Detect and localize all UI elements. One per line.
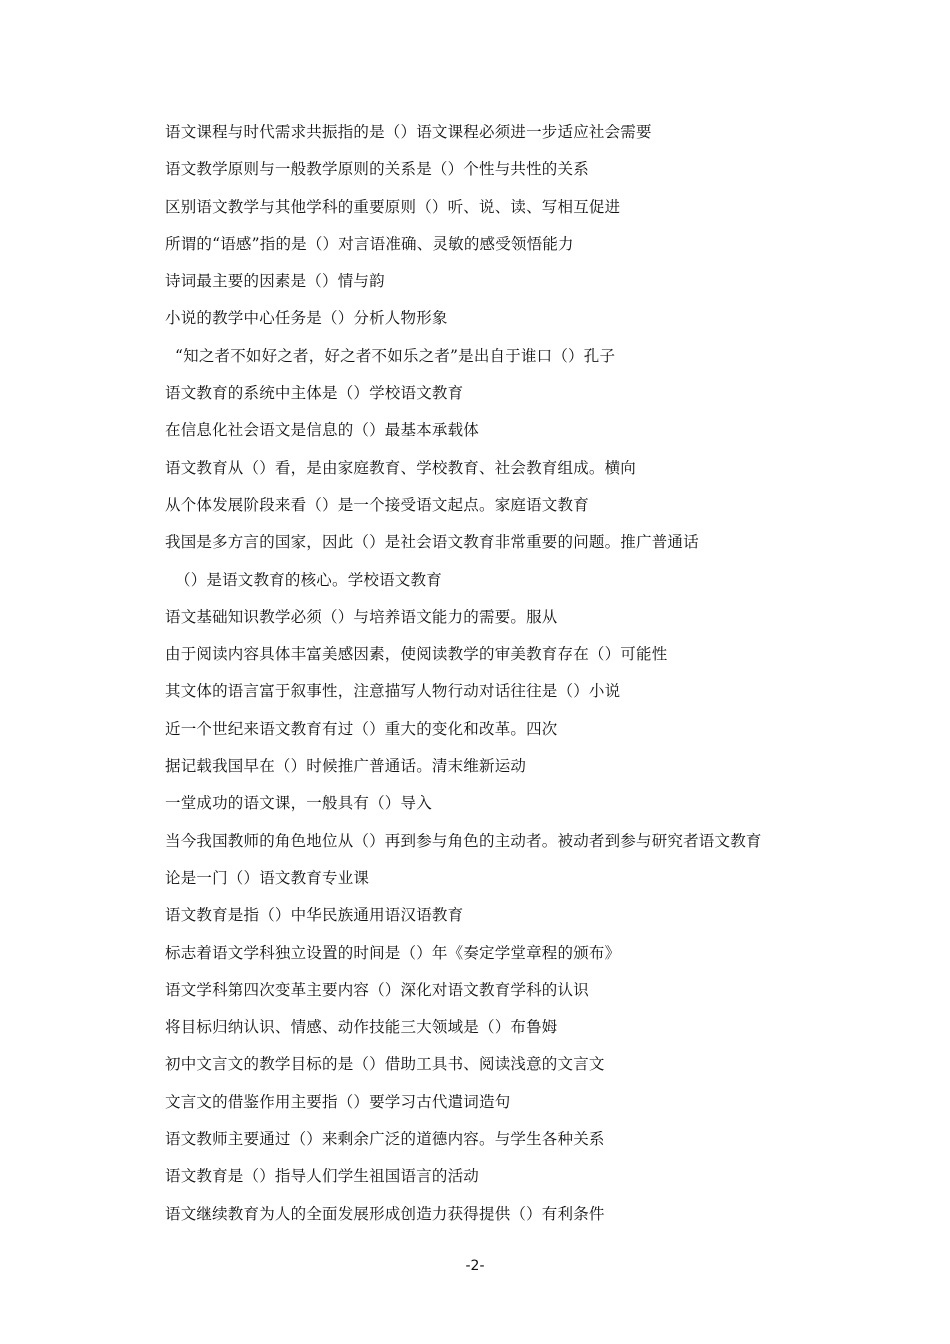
- text-line: 文言文的借鉴作用主要指（）要学习古代遣词造句: [165, 1092, 511, 1111]
- text-line: 标志着语文学科独立设置的时间是（）年《奏定学堂章程的颁布》: [165, 943, 621, 962]
- text-line: 语文教师主要通过（）来剩余广泛的道德内容。与学生各种关系: [165, 1130, 605, 1149]
- text-line: 初中文言文的教学目标的是（）借助工具书、阅读浅意的文言文: [165, 1055, 605, 1074]
- text-line: 语文教育的系统中主体是（）学校语文教育: [165, 384, 464, 403]
- text-line: 语文基础知识教学必须（）与培养语文能力的需要。服从: [165, 607, 558, 626]
- text-line: 语文教育是指（）中华民族通用语汉语教育: [165, 906, 464, 925]
- text-line: 近一个世纪来语文教育有过（）重大的变化和改革。四次: [165, 719, 558, 738]
- text-line: 区别语文教学与其他学科的重要原则（）听、说、读、写相互促进: [165, 197, 621, 216]
- text-line: “知之者不如好之者，好之者不如乐之者”是出自于谁口（）孔子: [175, 346, 616, 365]
- text-line: 从个体发展阶段来看（）是一个接受语文起点。家庭语文教育: [165, 495, 589, 514]
- page-number: -2-: [465, 1258, 485, 1274]
- question-list: [165, 117, 885, 1236]
- text-line: 语文学科第四次变革主要内容（）深化对语文教育学科的认识: [165, 980, 589, 999]
- text-line: 小说的教学中心任务是（）分析人物形象: [165, 309, 448, 328]
- text-line: 语文课程与时代需求共振指的是（）语文课程必须进一步适应社会需要: [165, 123, 652, 141]
- text-line: 语文继续教育为人的全面发展形成创造力获得提供（）有利条件: [165, 1204, 605, 1223]
- text-line: （）是语文教育的核心。学校语文教育: [175, 570, 442, 589]
- text-line: 语文教育是（）指导人们学生祖国语言的活动: [165, 1167, 480, 1186]
- text-line: 所谓的“语感”指的是（）对言语准确、灵敏的感受领悟能力: [165, 234, 574, 253]
- text-line: 我国是多方言的国家，因此（）是社会语文教育非常重要的问题。推广普通话: [165, 533, 699, 552]
- text-line: 论是一门（）语文教育专业课: [165, 868, 370, 887]
- text-line: 将目标归纳认识、情感、动作技能三大领域是（）布鲁姆: [165, 1018, 558, 1037]
- text-line: 语文教育从（）看，是由家庭教育、学校教育、社会教育组成。横向: [165, 458, 637, 477]
- text-line: 据记载我国早在（）时候推广普通话。清末维新运动: [165, 757, 527, 776]
- text-line: 诗词最主要的因素是（）情与韵: [165, 272, 385, 291]
- text-line: 当今我国教师的角色地位从（）再到参与角色的主动者。被动者到参与研究者语文教育: [165, 831, 762, 850]
- text-line: 在信息化社会语文是信息的（）最基本承载体: [165, 421, 480, 440]
- text-line: 一堂成功的语文课，一般具有（）导入: [165, 794, 432, 813]
- text-line: 语文教学原则与一般教学原则的关系是（）个性与共性的关系: [165, 160, 589, 179]
- text-line: 其文体的语言富于叙事性，注意描写人物行动对话往往是（）小说: [165, 682, 621, 701]
- text-line: 由于阅读内容具体丰富美感因素，使阅读教学的审美教育存在（）可能性: [165, 645, 668, 664]
